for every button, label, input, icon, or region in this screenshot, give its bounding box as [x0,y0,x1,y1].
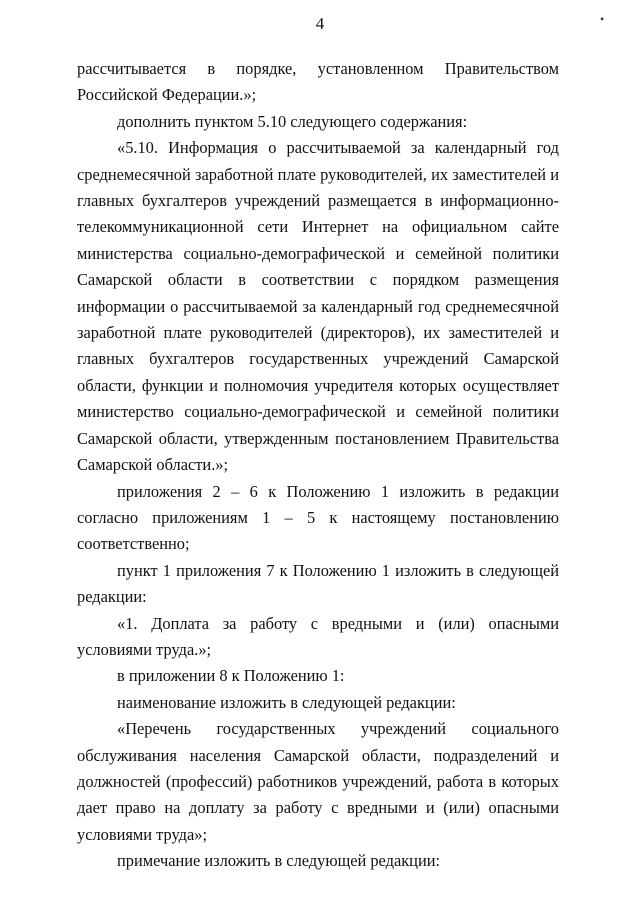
document-body [77,56,559,875]
corner-mark: • [600,12,605,26]
paragraph-list-title-quote: «Перечень государственных учреждений социального обслуживания населения Самарской области, подразделений и должностей (профессий) работников учреждений, работа в которых дает право на доплату за работу с вредными и (или) опасными условиями труда»; [77,719,559,844]
paragraph-appendix-7-item-1: пункт 1 приложения 7 к Положению 1 изложить в следующей редакции: [77,560,559,607]
paragraph-appendices-2-6: приложения 2 – 6 к Положению 1 изложить в редакции согласно приложениям 1 – 5 к настоящему постановлению соответственно; [77,481,559,554]
paragraph-clause-5-10: «5.10. Информация о рассчитываемой за календарный год среднемесячной заработной плате руководителей, их заместителей и главных бухгалтеров учреждений размещается в информационно-телекоммуникационной сети Интернет на официальном сайте министерства социально-демографической и семейной политики Самарской области в соответствии с порядком размещения информации о рассчитываемой за календарный год среднемесячной заработной плате руководителей (директоров), их заместителей и главных бухгалтеров государственных учреждений Самарской области, функции и полномочия учредителя которых осуществляет министерство социально-демографической и семейной политики Самарской области, утвержденным постановлением Правительства Самарской области.»; [77,138,559,475]
paragraph-note-edit: примечание изложить в следующей редакции: [117,851,441,871]
paragraph-amend-5-10: дополнить пунктом 5.10 следующего содержания: [117,111,468,131]
paragraph-surcharge-quote: «1. Доплата за работу с вредными и (или) опасными условиями труда.»; [77,613,559,659]
paragraph-title-edit: наименование изложить в следующей редакции: [117,692,456,712]
page-number: 4 [315,14,325,33]
paragraph-appendix-8: в приложении 8 к Положению 1: [117,666,345,686]
paragraph-continuation: рассчитывается в порядке, установленном Правительством Российской Федерации.»; [77,59,559,105]
